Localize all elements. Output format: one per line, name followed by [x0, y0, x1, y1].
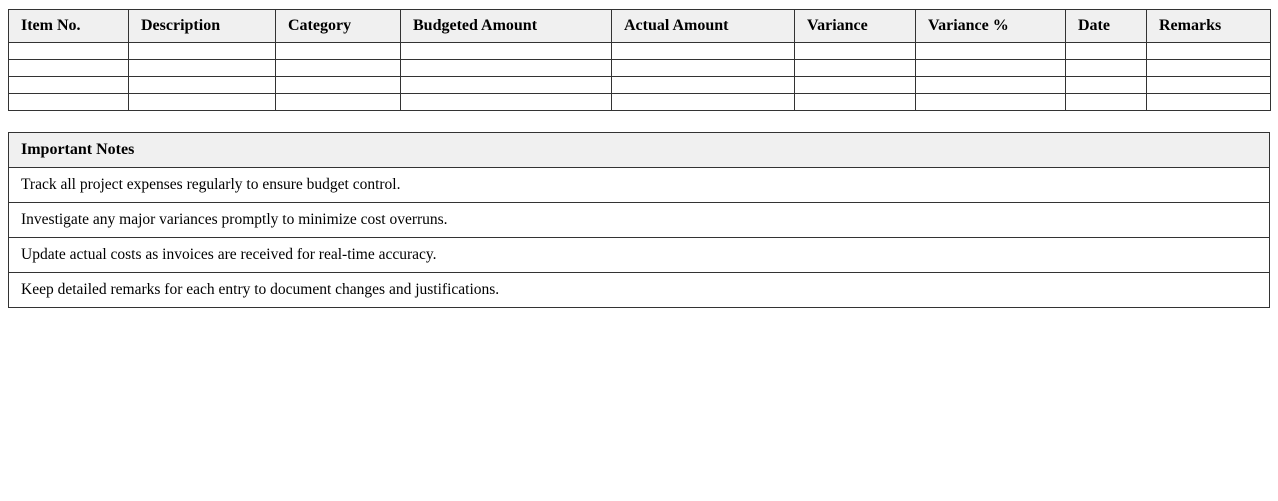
header-remarks: Remarks — [1147, 10, 1271, 43]
table-cell[interactable] — [1066, 77, 1147, 94]
header-description: Description — [129, 10, 276, 43]
table-cell[interactable] — [612, 43, 795, 60]
table-cell[interactable] — [795, 77, 916, 94]
table-cell[interactable] — [795, 43, 916, 60]
list-item — [9, 238, 1270, 273]
table-cell[interactable] — [612, 77, 795, 94]
table-cell[interactable] — [9, 60, 129, 77]
table-row — [9, 60, 1271, 77]
table-cell[interactable] — [612, 94, 795, 111]
table-cell[interactable] — [1147, 94, 1271, 111]
header-budgeted-amount: Budgeted Amount — [401, 10, 612, 43]
notes-header-row — [9, 133, 1270, 168]
note-text: Keep detailed remarks for each entry to document changes and justifications. — [9, 273, 1270, 308]
table-cell[interactable] — [276, 94, 401, 111]
table-cell[interactable] — [9, 94, 129, 111]
table-cell[interactable] — [916, 77, 1066, 94]
table-cell[interactable] — [1147, 77, 1271, 94]
table-cell[interactable] — [401, 94, 612, 111]
table-cell[interactable] — [916, 43, 1066, 60]
table-cell[interactable] — [276, 60, 401, 77]
table-cell[interactable] — [795, 60, 916, 77]
table-cell[interactable] — [129, 94, 276, 111]
header-item-no: Item No. — [9, 10, 129, 43]
budget-tracking-table — [8, 9, 1271, 111]
note-text: Track all project expenses regularly to ensure budget control. — [9, 168, 1270, 203]
table-row — [9, 43, 1271, 60]
table-cell[interactable] — [916, 94, 1066, 111]
table-cell[interactable] — [1066, 60, 1147, 77]
table-row — [9, 94, 1271, 111]
table-cell[interactable] — [612, 60, 795, 77]
list-item — [9, 168, 1270, 203]
table-cell[interactable] — [129, 60, 276, 77]
table-cell[interactable] — [129, 77, 276, 94]
note-text: Update actual costs as invoices are received for real-time accuracy. — [9, 238, 1270, 273]
table-cell[interactable] — [1147, 60, 1271, 77]
table-cell[interactable] — [401, 60, 612, 77]
table-cell[interactable] — [401, 43, 612, 60]
table-cell[interactable] — [276, 77, 401, 94]
table-cell[interactable] — [916, 60, 1066, 77]
table-cell[interactable] — [795, 94, 916, 111]
notes-title: Important Notes — [9, 133, 1270, 168]
list-item — [9, 203, 1270, 238]
header-category: Category — [276, 10, 401, 43]
important-notes-table — [8, 132, 1270, 308]
table-row — [9, 77, 1271, 94]
table-cell[interactable] — [129, 43, 276, 60]
table-cell[interactable] — [1066, 94, 1147, 111]
header-date: Date — [1066, 10, 1147, 43]
table-cell[interactable] — [276, 43, 401, 60]
table-cell[interactable] — [9, 43, 129, 60]
table-cell[interactable] — [1066, 43, 1147, 60]
header-variance: Variance — [795, 10, 916, 43]
header-actual-amount: Actual Amount — [612, 10, 795, 43]
note-text: Investigate any major variances promptly to minimize cost overruns. — [9, 203, 1270, 238]
table-cell[interactable] — [401, 77, 612, 94]
table-cell[interactable] — [1147, 43, 1271, 60]
header-variance-percent: Variance % — [916, 10, 1066, 43]
list-item — [9, 273, 1270, 308]
table-header-row — [9, 10, 1271, 43]
table-cell[interactable] — [9, 77, 129, 94]
